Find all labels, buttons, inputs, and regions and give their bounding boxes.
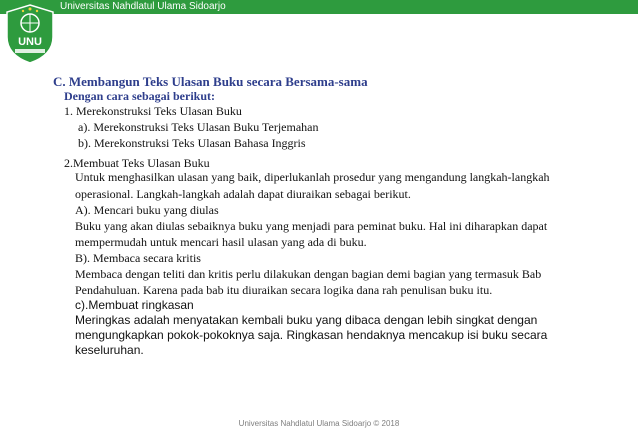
paragraph-line: Meringkas adalah menyatakan kembali buku yang dibaca dengan lebih singkat dengan xyxy=(75,313,538,327)
header-bar xyxy=(0,0,638,14)
paragraph-line: operasional. Langkah-langkah adalah dapat diuraikan sebagai berikut. xyxy=(75,187,411,201)
list-item: a). Merekonstruksi Teks Ulasan Buku Terjemahan xyxy=(78,120,319,134)
section-subheading: Dengan cara sebagai berikut: xyxy=(64,89,215,103)
logo-text: UNU xyxy=(18,36,42,48)
list-item: b). Merekonstruksi Teks Ulasan Bahasa Inggris xyxy=(78,136,306,150)
paragraph-line: mempermudah untuk mencari hasil ulasan yang ada di buku. xyxy=(75,235,367,249)
paragraph-line: Buku yang akan diulas sebaiknya buku yang menjadi para peminat buku. Hal ini diharapkan dapat xyxy=(75,219,548,233)
section-heading: C. Membangun Teks Ulasan Buku secara Bersama-sama xyxy=(53,74,368,89)
footer-text: Universitas Nahdlatul Ulama Sidoarjo © 2018 xyxy=(238,419,400,428)
paragraph-line: Membaca dengan teliti dan kritis perlu dilakukan dengan bagian demi bagian yang termasuk Bab xyxy=(75,267,542,281)
step-heading: A). Mencari buku yang diulas xyxy=(75,203,219,217)
unu-logo xyxy=(3,3,57,65)
list-item: 1. Merekonstruksi Teks Ulasan Buku xyxy=(64,104,242,118)
header-institution: Universitas Nahdlatul Ulama Sidoarjo xyxy=(60,1,226,12)
step-heading: B). Membaca secara kritis xyxy=(75,251,201,265)
paragraph-line: keseluruhan. xyxy=(75,343,144,357)
paragraph-line: Untuk menghasilkan ulasan yang baik, diperlukanlah prosedur yang mengandung langkah-langkah xyxy=(75,170,550,184)
step-heading: c).Membuat ringkasan xyxy=(75,298,194,312)
list-item: 2.Membuat Teks Ulasan Buku xyxy=(64,156,210,170)
paragraph-line: Pendahuluan. Karena pada bab itu diuraikan secara logika dana rah penulisan buku itu. xyxy=(75,283,493,297)
paragraph-line: mengungkapkan pokok-pokoknya saja. Ringkasan hendaknya mencakup isi buku secara xyxy=(75,328,548,342)
